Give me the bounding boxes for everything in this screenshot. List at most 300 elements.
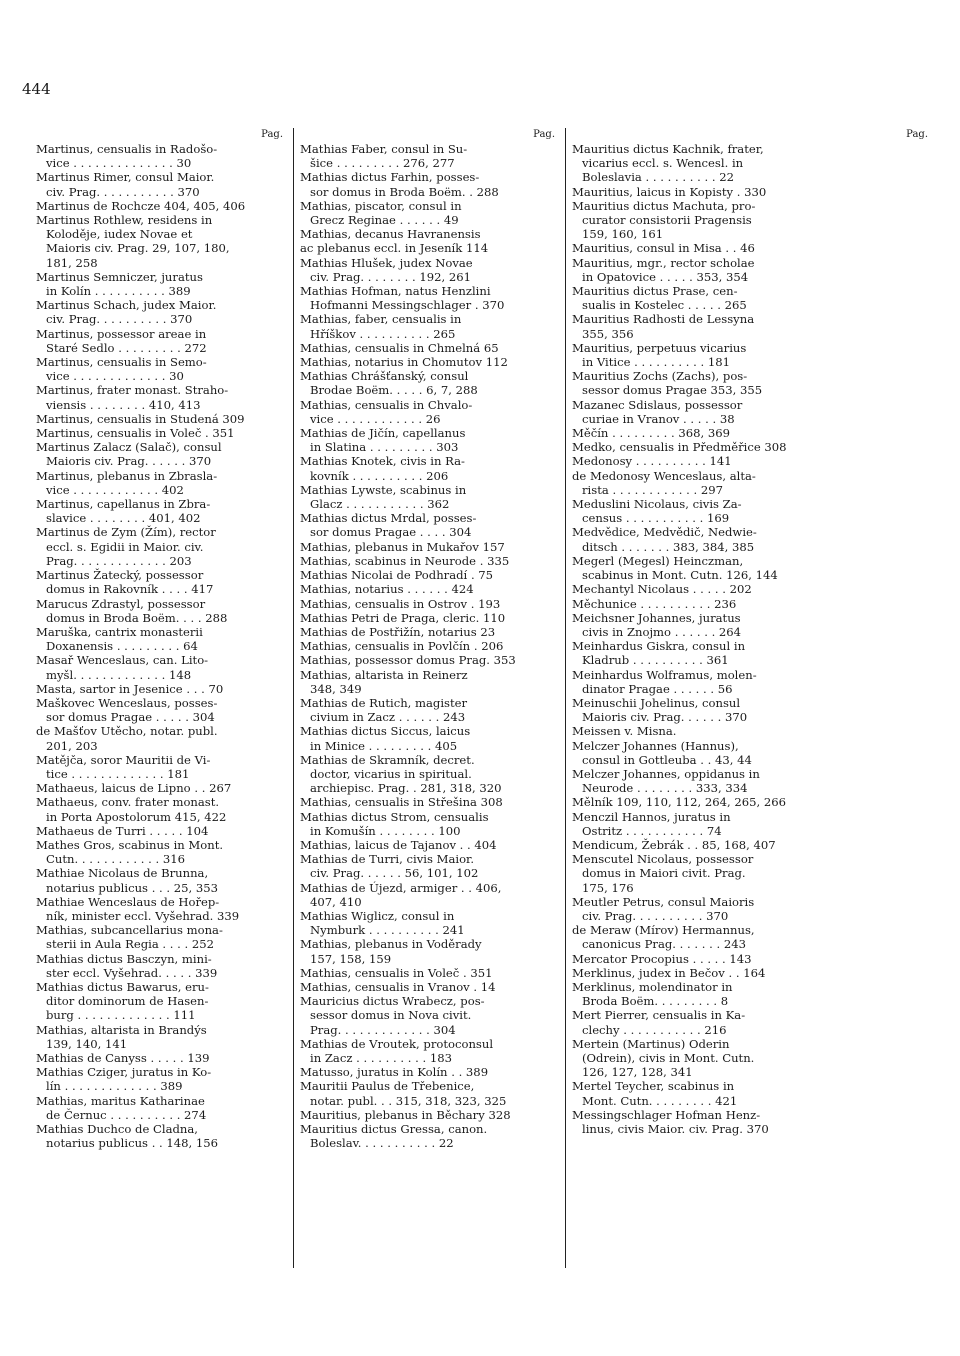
index-entry: [572, 440, 932, 454]
index-entry: [36, 568, 287, 596]
entry-line: civ. Prag. . . . . . 56, 101, 102: [310, 866, 479, 881]
entries-list: [36, 142, 287, 1150]
entry-line: Merklinus, judex in Bečov . . 164: [572, 965, 766, 980]
entry-line: Mathias Lywste, scabinus in: [300, 482, 467, 497]
index-entry: [300, 696, 559, 724]
entry-line: civ. Prag. . . . . . . . . . 370: [46, 312, 193, 327]
entry-line: 175, 176: [582, 880, 634, 895]
index-entry: [572, 1108, 932, 1136]
entry-line: de Medonosy Wenceslaus, alta-: [572, 468, 756, 483]
index-entry: [572, 966, 932, 980]
entry-line: Maioris civ. Prag. . . . . . 370: [582, 710, 748, 725]
entry-line: in Vitice . . . . . . . . . . 181: [582, 355, 730, 370]
index-entry: [36, 838, 287, 866]
entry-line: Mathias Nicolai de Podhradí . 75: [300, 568, 494, 583]
entry-line: Staré Sedlo . . . . . . . . . 272: [46, 340, 207, 355]
index-entry: [572, 923, 932, 951]
entry-line: in Kolín . . . . . . . . . . 389: [46, 284, 191, 299]
index-entry: [300, 540, 559, 554]
pag-header: Pag.: [533, 129, 555, 140]
entry-line: Mathias de Skramník, decret.: [300, 752, 475, 767]
index-entry: [300, 810, 559, 838]
entry-line: Mathias dictus Farhin, posses-: [300, 170, 480, 185]
index-entry: [572, 852, 932, 895]
entry-line: Merklinus, molendinator in: [572, 979, 733, 994]
entry-line: Nymburk . . . . . . . . . . 241: [310, 923, 465, 938]
index-entry: [572, 497, 932, 525]
entry-line: Martinus, censualis in Voleč . 351: [36, 426, 235, 441]
index-entry: [572, 767, 932, 795]
entry-line: census . . . . . . . . . . . 169: [582, 511, 730, 526]
index-entry: [300, 852, 559, 880]
index-entry: [572, 1079, 932, 1107]
entry-line: scabinus in Mont. Cutn. 126, 144: [582, 568, 778, 583]
entry-line: Mauritius dictus Kachnik, frater,: [572, 142, 764, 156]
index-entry: [36, 866, 287, 894]
index-entry: [300, 668, 559, 696]
index-entry: [300, 355, 559, 369]
index-entry: [572, 525, 932, 553]
entry-line: dinator Pragae . . . . . . 56: [582, 681, 733, 696]
entry-line: ditsch . . . . . . . 383, 384, 385: [582, 539, 755, 554]
entry-line: Mathias de Vroutek, protoconsul: [300, 1036, 494, 1051]
index-entry: [36, 682, 287, 696]
entry-line: Meinhardus Wolframus, molen-: [572, 667, 757, 682]
entry-line: myšl. . . . . . . . . . . . . 148: [46, 667, 192, 682]
entry-line: Mathias de Jičín, capellanus: [300, 426, 466, 441]
index-entry: [300, 1122, 559, 1150]
entry-line: viensis . . . . . . . . 410, 413: [46, 397, 201, 412]
entry-line: Mathias Wiglicz, consul in: [300, 908, 455, 923]
entry-line: Meutler Petrus, consul Maioris: [572, 894, 755, 909]
index-entry: [36, 696, 287, 724]
index-column-2: [294, 128, 566, 1268]
index-entry: [300, 227, 559, 241]
index-column-3: [566, 128, 932, 1268]
index-entry: [300, 994, 559, 1037]
entry-line: ac plebanus eccl. in Jeseník 114: [300, 241, 489, 256]
index-entry: [36, 1122, 287, 1150]
index-entry: [36, 355, 287, 383]
entry-line: Mělník 109, 110, 112, 264, 265, 266: [572, 795, 786, 810]
entry-line: Menczil Hannos, juratus in: [572, 809, 731, 824]
entry-line: Mauritius, laicus in Kopisty . 330: [572, 184, 767, 199]
index-entry: [36, 1023, 287, 1051]
index-entry: [572, 341, 932, 369]
index-columns: [36, 128, 932, 1268]
entry-line: curator consistorii Pragensis: [582, 213, 752, 228]
index-entry: [300, 582, 559, 596]
index-entry: [300, 724, 559, 752]
entry-line: Mauritius dictus Gressa, canon.: [300, 1122, 488, 1137]
entry-line: de Mašťov Utěcho, notar. publ.: [36, 724, 218, 739]
index-column-1: [36, 128, 294, 1268]
entry-line: in Zacz . . . . . . . . . . 183: [310, 1051, 452, 1065]
entry-line: sor domus in Broda Boëm. . 288: [310, 184, 499, 199]
entry-line: Mathias, notarius in Chomutov 112: [300, 355, 508, 370]
entry-line: Brodae Boëm. . . . . 6, 7, 288: [310, 383, 478, 398]
entries-list: [300, 142, 559, 1150]
entry-line: Martinus, capellanus in Zbra-: [36, 497, 211, 512]
index-entry: [572, 611, 932, 639]
index-entry: [300, 980, 559, 994]
entry-line: Mathias Knotek, civis in Ra-: [300, 454, 465, 469]
index-entry: [300, 838, 559, 852]
entry-line: 157, 158, 159: [310, 951, 392, 966]
entry-line: Mauritius Zochs (Zachs), pos-: [572, 369, 748, 384]
index-entry: [300, 625, 559, 639]
entry-line: canonicus Prag. . . . . . . 243: [582, 937, 747, 952]
entry-line: tice . . . . . . . . . . . . . 181: [46, 766, 190, 781]
entry-line: curiae in Vranov . . . . . 38: [582, 411, 735, 426]
entry-line: ditor dominorum de Hasen-: [46, 994, 209, 1009]
entry-line: 348, 349: [310, 681, 362, 696]
entry-line: Martinus Žatecký, possessor: [36, 568, 204, 583]
entry-line: Mathias Duchco de Cladna,: [36, 1122, 198, 1137]
index-entry: [572, 256, 932, 284]
entry-line: Glacz . . . . . . . . . . . 362: [310, 497, 450, 512]
index-entry: [300, 795, 559, 809]
entry-line: Mathias, laicus de Tajanov . . 404: [300, 837, 497, 852]
entry-line: Meichsner Johannes, juratus: [572, 610, 741, 625]
index-entry: [36, 497, 287, 525]
entry-line: Měčín . . . . . . . . . 368, 369: [572, 426, 731, 441]
entry-line: Mertel Teycher, scabinus in: [572, 1079, 735, 1094]
entry-line: Mathias Hofman, natus Henzlini: [300, 284, 491, 299]
index-entry: [36, 170, 287, 198]
entry-line: de Černuc . . . . . . . . . . 274: [46, 1107, 207, 1122]
entry-line: in Komušín . . . . . . . . 100: [310, 823, 461, 838]
entry-line: Mathias, faber, censualis in: [300, 312, 462, 327]
entry-line: Menscutel Nicolaus, possessor: [572, 852, 754, 867]
entry-line: Mathaeus de Turri . . . . . 104: [36, 823, 209, 838]
index-entry: [300, 170, 559, 198]
index-entry: [300, 1079, 559, 1107]
entry-line: Mathias dictus Siccus, laicus: [300, 724, 471, 739]
entry-line: Mauricius dictus Wrabecz, pos-: [300, 994, 485, 1009]
entry-line: slavice . . . . . . . . 401, 402: [46, 511, 201, 526]
index-entry: [36, 1051, 287, 1065]
entry-line: Martinus, censualis in Studená 309: [36, 411, 245, 426]
entry-line: Medvědice, Medvědič, Nedwie-: [572, 525, 757, 540]
entry-line: Martinus, frater monast. Straho-: [36, 383, 229, 398]
index-entry: [572, 469, 932, 497]
index-entry: [36, 952, 287, 980]
pag-header: Pag.: [906, 129, 928, 140]
entry-line: Mert Pierrer, censualis in Ka-: [572, 1008, 746, 1023]
entry-line: Mathias, piscator, consul in: [300, 198, 462, 213]
entry-line: Mont. Cutn. . . . . . . . . 421: [582, 1093, 738, 1108]
index-entry: [300, 398, 559, 426]
entry-line: Matusso, juratus in Kolín . . 389: [300, 1065, 489, 1080]
entry-line: de Meraw (Mírov) Hermannus,: [572, 923, 755, 938]
entry-line: in Opatovice . . . . . 353, 354: [582, 269, 749, 284]
entry-line: Mathias de Postřižín, notarius 23: [300, 624, 496, 639]
index-entry: [36, 824, 287, 838]
entry-line: Doxanensis . . . . . . . . . 64: [46, 639, 198, 654]
entry-line: Maioris civ. Prag. . . . . . 370: [46, 454, 212, 469]
entry-line: sterii in Aula Regia . . . . 252: [46, 937, 215, 952]
page-number: 444: [22, 80, 51, 98]
entry-line: sessor domus Pragae 353, 355: [582, 383, 763, 398]
index-entry: [36, 270, 287, 298]
entry-line: Martinus Semniczer, juratus: [36, 269, 203, 284]
index-entry: [300, 753, 559, 796]
index-entry: [300, 312, 559, 340]
index-entry: [300, 142, 559, 170]
index-entry: [36, 653, 287, 681]
entry-line: Mathias Hlušek, judex Novae: [300, 255, 473, 270]
entry-line: Martinus Rothlew, residens in: [36, 213, 213, 228]
entry-line: Mathias, scabinus in Neurode . 335: [300, 553, 510, 568]
index-entry: [572, 554, 932, 582]
index-entry: [572, 597, 932, 611]
entry-line: Neurode . . . . . . . . 333, 334: [582, 781, 748, 796]
index-entry: [572, 696, 932, 724]
index-entry: [36, 440, 287, 468]
index-entry: [572, 1008, 932, 1036]
entry-line: 181, 258: [46, 255, 98, 270]
entry-line: Maioris civ. Prag. 29, 107, 180,: [46, 241, 230, 256]
entry-line: Martinus de Rochcze 404, 405, 406: [36, 198, 246, 213]
index-entry: [300, 1108, 559, 1122]
index-entry: [36, 1094, 287, 1122]
entry-line: Mathias Faber, consul in Su-: [300, 142, 468, 156]
entry-line: Melczer Johannes, oppidanus in: [572, 766, 760, 781]
entry-line: sor domus Pragae . . . . . 304: [46, 710, 215, 725]
index-entry: [36, 923, 287, 951]
entry-line: notarius publicus . . 148, 156: [46, 1136, 219, 1151]
index-entry: [300, 937, 559, 965]
entry-line: Martinus Schach, judex Maior.: [36, 298, 217, 313]
entry-line: sessor domus in Nova civit.: [310, 1008, 472, 1023]
index-entry: [572, 369, 932, 397]
entry-line: Mathias, altarista in Brandýs: [36, 1022, 207, 1037]
entry-line: ník, minister eccl. Vyšehrad. 339: [46, 908, 240, 923]
index-entry: [572, 895, 932, 923]
entry-line: in Porta Apostolorum 415, 422: [46, 809, 227, 824]
entry-line: burg . . . . . . . . . . . . . 111: [46, 1008, 196, 1023]
entry-line: Martinus Zalacz (Salač), consul: [36, 440, 222, 455]
entry-line: Mathias, censualis in Povlčín . 206: [300, 639, 504, 654]
index-entry: [300, 483, 559, 511]
entry-line: Mertein (Martinus) Oderin: [572, 1036, 730, 1051]
entry-line: Mathias, notarius . . . . . . 424: [300, 582, 474, 597]
entry-line: vicarius eccl. s. Wencesl. in: [582, 156, 744, 171]
index-entry: [36, 724, 287, 752]
index-entry: [572, 142, 932, 185]
entry-line: Matějča, soror Mauritii de Vi-: [36, 752, 211, 767]
entry-line: civis in Znojmo . . . . . . 264: [582, 624, 742, 639]
index-entry: [572, 454, 932, 468]
index-entry: [300, 241, 559, 255]
entry-line: Meinuschii Johelinus, consul: [572, 695, 741, 710]
entry-line: Mauritius dictus Prase, cen-: [572, 284, 738, 299]
index-entry: [36, 327, 287, 355]
entry-line: Boleslavia . . . . . . . . . . 22: [582, 170, 734, 185]
entry-line: Medko, censualis in Předměřice 308: [572, 440, 787, 455]
entry-line: Martinus, possessor areae in: [36, 326, 207, 341]
index-entry: [572, 639, 932, 667]
index-entry: [36, 298, 287, 326]
entry-line: Martinus, censualis in Radošo-: [36, 142, 218, 156]
entry-line: in Slatina . . . . . . . . . 303: [310, 440, 459, 455]
index-entry: [572, 426, 932, 440]
entry-line: vice . . . . . . . . . . . . 402: [46, 482, 184, 497]
entry-line: Mathias, censualis in Ostrov . 193: [300, 596, 501, 611]
entry-line: Mathias dictus Bawarus, eru-: [36, 979, 209, 994]
entry-line: Mathaeus, conv. frater monast.: [36, 795, 220, 810]
entry-line: eccl. s. Egidii in Maior. civ.: [46, 539, 204, 554]
index-entry: [300, 568, 559, 582]
entry-line: šice . . . . . . . . . 276, 277: [310, 156, 455, 171]
index-entry: [572, 312, 932, 340]
entry-line: Boleslav. . . . . . . . . . . 22: [310, 1136, 454, 1151]
index-entry: [572, 739, 932, 767]
entry-line: Mathias, subcancellarius mona-: [36, 923, 223, 938]
entry-line: Mathias dictus Basczyn, mini-: [36, 951, 212, 966]
entry-line: rista . . . . . . . . . . . . 297: [582, 482, 724, 497]
entry-line: Mendicum, Žebrák . . 85, 168, 407: [572, 837, 776, 852]
entry-line: Martinus Rimer, consul Maior.: [36, 170, 215, 185]
entry-line: Hříškov . . . . . . . . . . 265: [310, 326, 456, 341]
index-entry: [36, 199, 287, 213]
entry-line: Mathiae Wenceslaus de Hořep-: [36, 894, 220, 909]
entry-line: Mathias de Újezd, armiger . . 406,: [300, 880, 502, 895]
entry-line: Mathes Gros, scabinus in Mont.: [36, 837, 224, 852]
entry-line: Mauritius, perpetuus vicarius: [572, 340, 747, 355]
entry-line: domus in Rakovník . . . . 417: [46, 582, 214, 597]
entry-line: 126, 127, 128, 341: [582, 1065, 693, 1080]
entry-line: Mauritius, consul in Misa . . 46: [572, 241, 755, 256]
index-entry: [300, 426, 559, 454]
entry-line: vice . . . . . . . . . . . . . 30: [46, 369, 184, 384]
index-entry: [300, 256, 559, 284]
entry-line: Mathias, plebanus in Mukařov 157: [300, 539, 505, 554]
entry-line: Meinhardus Giskra, consul in: [572, 639, 746, 654]
index-entry: [300, 369, 559, 397]
entry-line: Mauritius, plebanus in Běchary 328: [300, 1107, 511, 1122]
entry-line: 407, 410: [310, 894, 362, 909]
entry-line: Mathias Petri de Praga, cleric. 110: [300, 610, 506, 625]
entry-line: Mathias, censualis in Vranov . 14: [300, 979, 496, 994]
entry-line: lín . . . . . . . . . . . . . 389: [46, 1079, 183, 1094]
entry-line: vice . . . . . . . . . . . . . . 30: [46, 156, 192, 171]
entry-line: Mathias de Canyss . . . . . 139: [36, 1051, 210, 1065]
index-entry: [300, 554, 559, 568]
entry-line: Meissen v. Misna.: [572, 724, 677, 739]
entry-line: in Minice . . . . . . . . . 405: [310, 738, 458, 753]
entry-line: Mathias de Rutich, magister: [300, 695, 468, 710]
entry-line: Maškovec Wenceslaus, posses-: [36, 695, 218, 710]
entry-line: 159, 160, 161: [582, 227, 664, 242]
index-entry: [572, 241, 932, 255]
index-entry: [36, 625, 287, 653]
entry-line: Medonosy . . . . . . . . . . 141: [572, 454, 732, 469]
entry-line: Grecz Reginae . . . . . . 49: [310, 213, 459, 228]
index-entry: [36, 895, 287, 923]
entry-line: notar. publ. . . 315, 318, 323, 325: [310, 1093, 507, 1108]
entry-line: Mazanec Sdislaus, possessor: [572, 397, 743, 412]
index-entry: [36, 795, 287, 823]
entry-line: civ. Prag. . . . . . . . . . 370: [582, 908, 729, 923]
entry-line: sor domus Pragae . . . . 304: [310, 525, 472, 540]
index-entry: [36, 426, 287, 440]
entry-line: Mathias, decanus Havranensis: [300, 227, 481, 242]
entry-line: Masta, sartor in Jesenice . . . 70: [36, 681, 224, 696]
index-entry: [300, 881, 559, 909]
entry-line: Mathias, altarista in Reinerz: [300, 667, 468, 682]
index-entry: [36, 753, 287, 781]
index-entry: [300, 597, 559, 611]
entry-line: sualis in Kostelec . . . . . 265: [582, 298, 747, 313]
index-entry: [572, 199, 932, 242]
index-entry: [572, 838, 932, 852]
index-entry: [572, 284, 932, 312]
index-entry: [572, 185, 932, 199]
index-entry: [36, 412, 287, 426]
entry-line: doctor, vicarius in spiritual.: [310, 766, 472, 781]
entry-line: Koloděje, iudex Novae et: [46, 227, 193, 242]
entry-line: kovník . . . . . . . . . . 206: [310, 468, 449, 483]
entry-line: vice . . . . . . . . . . . . 26: [310, 411, 441, 426]
entry-line: Mathias Cziger, juratus in Ko-: [36, 1065, 212, 1080]
index-entry: [300, 1037, 559, 1065]
index-entry: [36, 383, 287, 411]
index-entry: [300, 639, 559, 653]
index-entry: [572, 810, 932, 838]
entry-line: consul in Gottleuba . . 43, 44: [582, 752, 752, 767]
entry-line: Mauritius, mgr., rector scholae: [572, 255, 755, 270]
entry-line: Megerl (Megesl) Heinczman,: [572, 553, 744, 568]
entry-line: archiepisc. Prag. . 281, 318, 320: [310, 781, 502, 796]
entry-line: 355, 356: [582, 326, 634, 341]
entry-line: Mathaeus, laicus de Lipno . . 267: [36, 781, 232, 796]
entry-line: Ostritz . . . . . . . . . . . 74: [582, 823, 722, 838]
entry-line: 139, 140, 141: [46, 1036, 128, 1051]
entry-line: Messingschlager Hofman Henz-: [572, 1107, 761, 1122]
index-entry: [572, 724, 932, 738]
entry-line: Mathias, censualis in Chvalo-: [300, 397, 473, 412]
index-entry: [300, 511, 559, 539]
entry-line: Melczer Johannes (Hannus),: [572, 738, 739, 753]
entry-line: Prag. . . . . . . . . . . . . 304: [310, 1022, 456, 1037]
entry-line: Mathiae Nicolaus de Brunna,: [36, 866, 209, 881]
entry-line: Hofmanni Messingschlager . 370: [310, 298, 505, 313]
index-entry: [300, 199, 559, 227]
entry-line: notarius publicus . . . 25, 353: [46, 880, 219, 895]
entry-line: civ. Prag. . . . . . . . 192, 261: [310, 269, 472, 284]
entry-line: 201, 203: [46, 738, 98, 753]
index-entry: [572, 398, 932, 426]
entry-line: civ. Prag. . . . . . . . . . . 370: [46, 184, 200, 199]
index-entry: [36, 1065, 287, 1093]
entry-line: Cutn. . . . . . . . . . . . 316: [46, 852, 186, 867]
index-entry: [300, 909, 559, 937]
entry-line: Mathias dictus Strom, censualis: [300, 809, 489, 824]
index-entry: [572, 582, 932, 596]
entry-line: Mathias, censualis in Voleč . 351: [300, 965, 493, 980]
index-entry: [36, 142, 287, 170]
index-entry: [572, 795, 932, 809]
entry-line: civium in Zacz . . . . . . 243: [310, 710, 466, 725]
entries-list: [572, 142, 932, 1136]
index-entry: [36, 781, 287, 795]
entry-line: ster eccl. Vyšehrad. . . . . 339: [46, 965, 218, 980]
entry-line: Mathias, plebanus in Voděrady: [300, 937, 482, 952]
index-entry: [300, 611, 559, 625]
index-entry: [572, 980, 932, 1008]
